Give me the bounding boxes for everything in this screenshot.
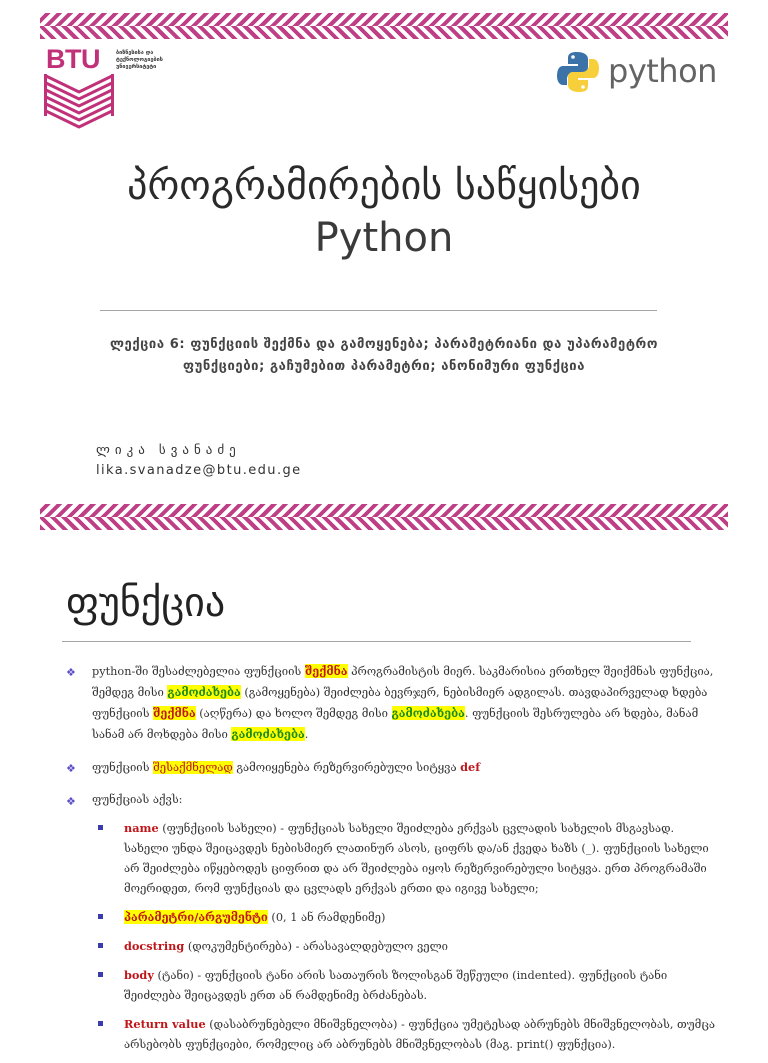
square-bullet-icon xyxy=(98,972,103,977)
square-bullet-icon xyxy=(98,943,103,948)
diamond-bullet-icon: ❖ xyxy=(66,666,76,679)
divider xyxy=(62,641,691,642)
chevron-band-bottom xyxy=(40,504,728,530)
square-bullet-icon xyxy=(98,825,103,830)
sub-bullet-item: name (ფუნქციის სახელი) - ფუნქციას სახელი შეიძლება ერქვას ცვლადის სახელის მსგავსად. სახელი უნდა შეიცავდეს ნებისმიერ ლათინურ ასოს, ციფრს და/ან ქვედა ხაზს (_). ფუნქციის სახელი არ შეიძლება იწყებოდეს ციფრით და არ შეიძლება იყოს რეზერვირებული სიტყვა. ერთ პროგრამაში მოერიდეთ, რომ ფუნქციას და ცვლადს ერქვას ერთი და იგივე სახელი; xyxy=(60,818,720,899)
btu-logo xyxy=(44,44,184,134)
bullet-list xyxy=(60,661,720,1063)
divider xyxy=(100,310,657,311)
sub-bullet-item: docstring (დოკუმენტირება) - არასავალდებულო ველი xyxy=(60,936,720,957)
bullet-item: ❖ ფუნქციას აქვს: xyxy=(60,790,720,810)
sub-bullet-item: Return value (დასაბრუნებელი მნიშვნელობა) - ფუნქცია უმეტესად აბრუნებს მნიშვნელობას, თუმცა არსებობს ფუნქციები, რომელიც არ აბრუნებს მნიშვნელობას (მაგ. print() ფუნქცია). xyxy=(60,1014,720,1055)
lecture-description: ლექცია 6: ფუნქციის შექმნა და გამოყენება; პარამეტრიანი და უპარამეტრო ფუნქციები; გაჩუმებით პარამეტრი; ანონიმური ფუნქცია xyxy=(109,337,659,374)
bullet-item: ❖ python-ში შესაძლებელია ფუნქციის შექმნა პროგრამისტის მიერ. საკმარისია ერთხელ შეიქმნას ფუნქცია, შემდეგ მისი გამოძახება (გამოყენება) შეიძლება ბევრჯერ, ნებისმიერ ადგილას. თავდაპირველად ხდება ფუნქციის შექმნა (აღწერა) და ხოლო შემდეგ მისი გამოძახება. ფუნქციის შესრულება არ ხდება, მანამ სანამ არ მოხდება მისი გამოძახება. xyxy=(66,664,714,741)
python-logo xyxy=(556,50,716,100)
btu-logo-word: BTU xyxy=(46,44,100,74)
sub-bullet-item: body (ტანი) - ფუნქციის ტანი არის სათაურის ზოლისგან შეწეული (indented). ფუნქციის ტანი შეიძლება შეიცავდეს ერთ ან რამდენიმე ბრძანებას. xyxy=(60,965,720,1006)
slide-title: ფუნქცია xyxy=(66,580,226,626)
square-bullet-icon xyxy=(98,914,103,919)
author-email: lika.svanadze@btu.edu.ge xyxy=(96,463,302,478)
sub-bullet-item: პარამეტრი/არგუმენტი (0, 1 ან რამდენიმე) xyxy=(60,907,720,928)
btu-shield-icon xyxy=(44,74,114,132)
bullet-item: ❖ ფუნქციის შესაქმნელად გამოიყენება რეზერვირებული სიტყვა def xyxy=(60,757,720,778)
chevron-band-top xyxy=(40,13,728,39)
python-logo-word: python xyxy=(608,52,717,90)
presentation-subtitle: Python xyxy=(314,215,454,261)
presentation-title: პროგრამირების საწყისები xyxy=(127,163,641,209)
diamond-bullet-icon: ❖ xyxy=(66,795,76,808)
author-name: ლიკა სვანაძე xyxy=(96,443,241,458)
function-slide xyxy=(0,545,768,1051)
python-snake-icon xyxy=(556,50,600,94)
diamond-bullet-icon: ❖ xyxy=(66,762,76,775)
btu-logo-tagline: ბიზნესისა და ტექნოლოგიების უნივერსიტეტი xyxy=(116,50,163,70)
